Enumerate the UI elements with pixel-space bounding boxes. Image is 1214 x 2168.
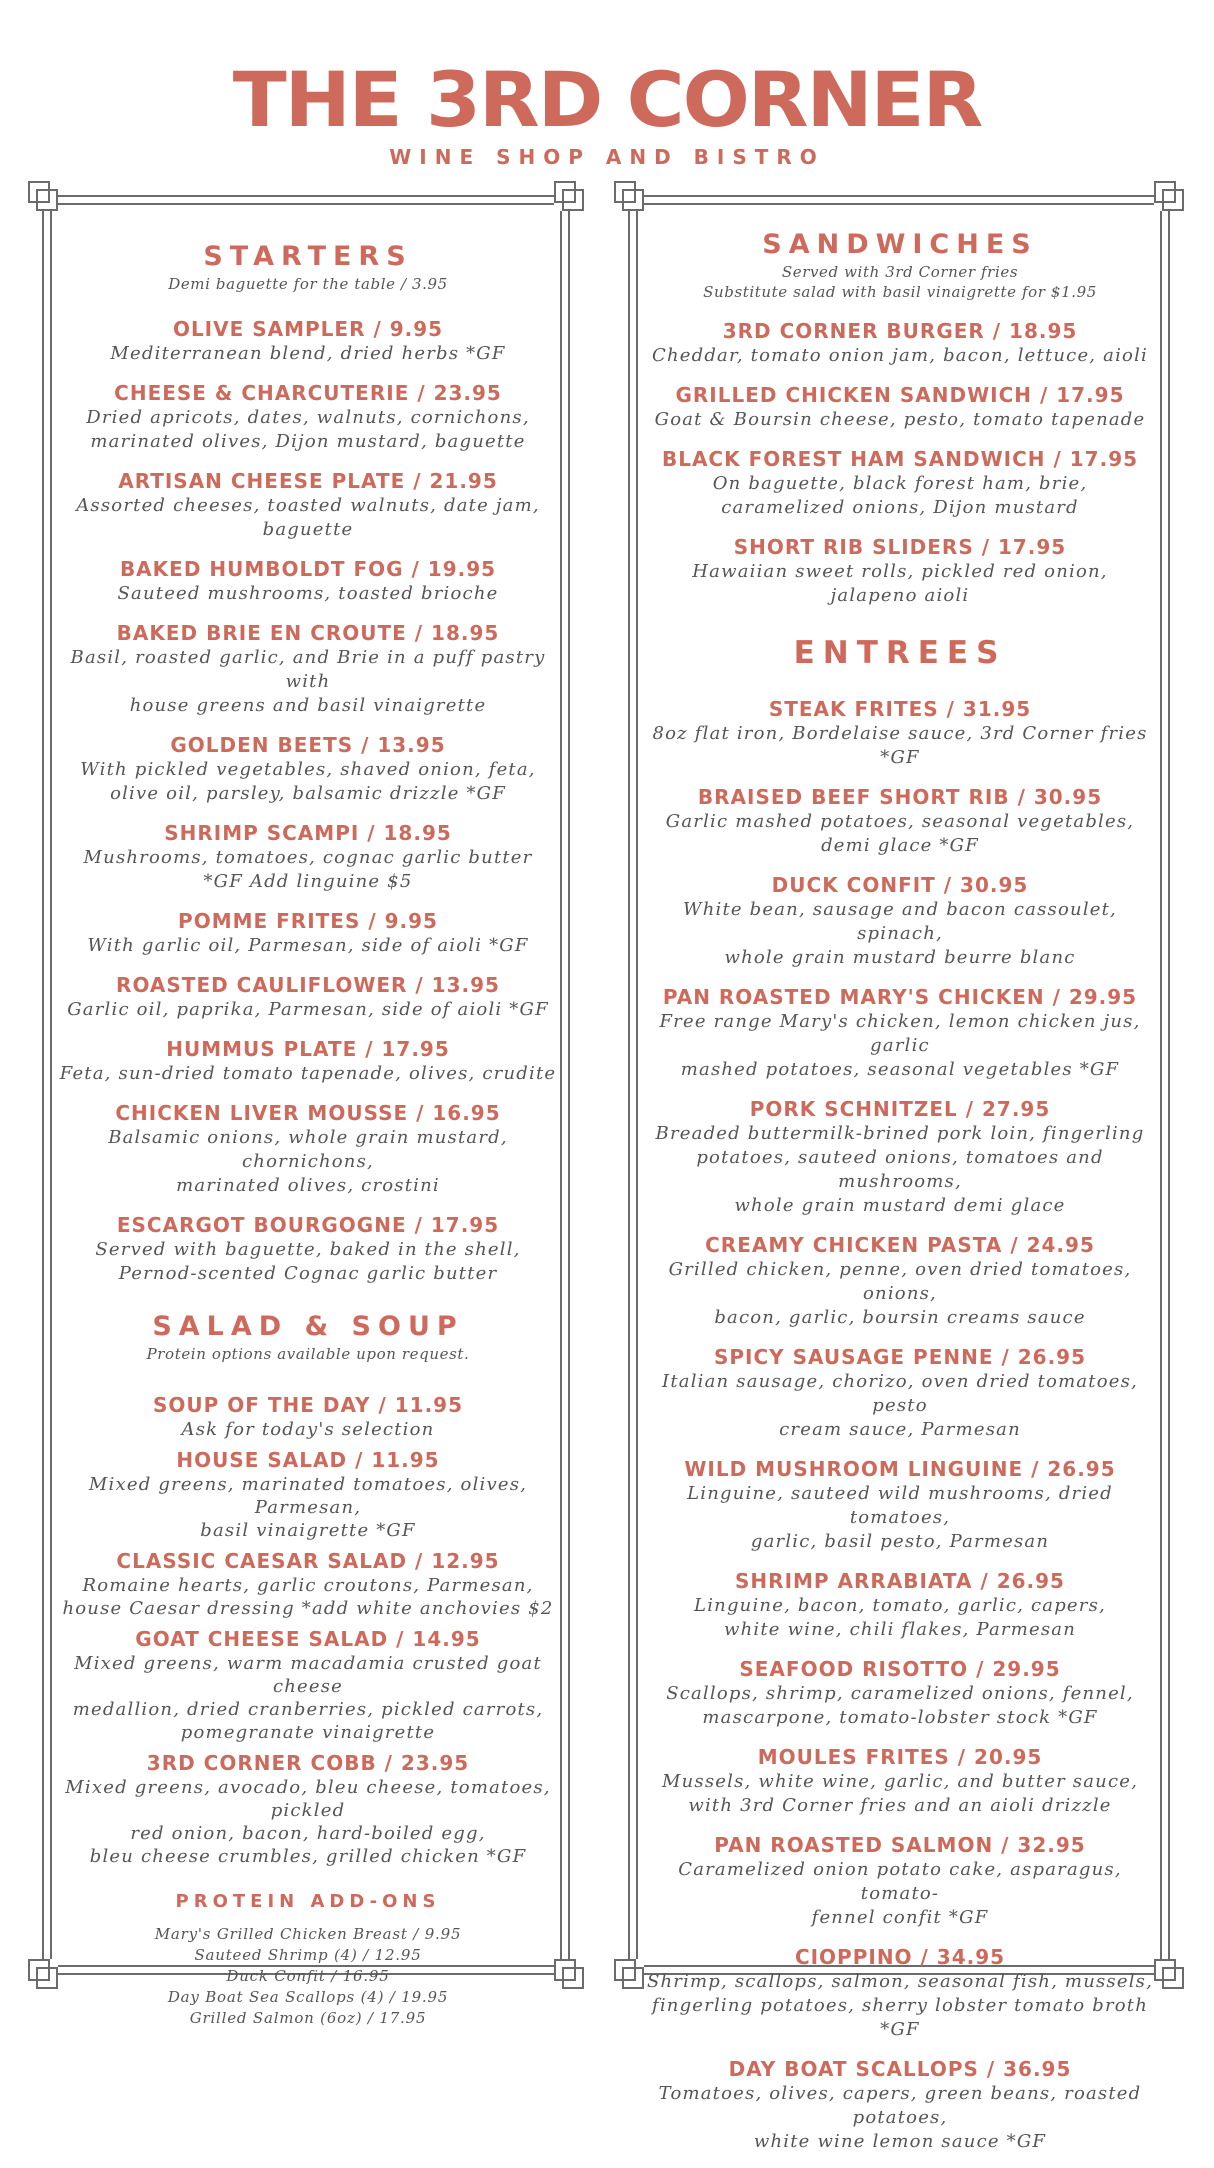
menu-item-name: SPICY SAUSAGE PENNE / 26.95 (713, 1345, 1086, 1369)
menu-item (640, 784, 1160, 858)
menu-header (0, 55, 1214, 169)
menu-item-name: HOUSE SALAD / 11.95 (176, 1448, 440, 1472)
menu-item-description: Caramelized onion potato cake, asparagus, tomato- fennel confit *GF (678, 1859, 1122, 1928)
menu-item (48, 1750, 568, 1868)
menu-item-name: BAKED HUMBOLDT FOG / 19.95 (119, 557, 497, 581)
menu-item-description: Garlic mashed potatoes, seasonal vegetables, demi glace *GF (665, 811, 1135, 856)
frame-corner-ornament (554, 181, 584, 211)
menu-item-name: WILD MUSHROOM LINGUINE / 26.95 (684, 1457, 1116, 1481)
section-title-sandwiches: SANDWICHES (762, 229, 1038, 260)
menu-item-description: Mixed greens, warm macadamia crusted goat cheese medallion, dried cranberries, pickled carrots, pomegranate vinaigrette (72, 1653, 544, 1743)
menu-item-name: BRAISED BEEF SHORT RIB / 30.95 (697, 785, 1103, 809)
starters-list (48, 316, 568, 1286)
menu-item-name: SHRIMP SCAMPI / 18.95 (164, 821, 452, 845)
protein-add-ons-list (48, 1924, 568, 2029)
menu-item (48, 908, 568, 958)
menu-item (48, 1036, 568, 1086)
menu-item-description: Free range Mary's chicken, lemon chicken jus, garlic mashed potatoes, seasonal vegetables *GF (659, 1011, 1141, 1080)
restaurant-title: THE 3RD CORNER (232, 55, 982, 144)
salad-soup-note: Protein options available upon request. (146, 1345, 470, 1363)
menu-item (640, 1232, 1160, 1330)
menu-item (640, 1096, 1160, 1218)
right-column (640, 228, 1160, 2168)
restaurant-subtitle: WINE SHOP AND BISTRO (389, 145, 825, 169)
menu-item-description: With pickled vegetables, shaved onion, feta, olive oil, parsley, balsamic drizzle *GF (80, 759, 536, 804)
protein-add-on-item: Grilled Salmon (6oz) / 17.95 (189, 2009, 427, 2027)
menu-item (48, 1626, 568, 1744)
menu-item-description: Italian sausage, chorizo, oven dried tomatoes, pesto cream sauce, Parmesan (662, 1371, 1138, 1440)
frame-corner-ornament (1154, 181, 1184, 211)
menu-item (640, 2056, 1160, 2154)
sandwiches-list (640, 318, 1160, 608)
menu-item-description: Cheddar, tomato onion jam, bacon, lettuce, aioli (652, 345, 1148, 366)
menu-item-name: CIOPPINO / 34.95 (794, 1945, 1006, 1969)
menu-item (640, 534, 1160, 608)
menu-item-description: Mixed greens, avocado, bleu cheese, tomatoes, pickled red onion, bacon, hard-boiled egg, bleu cheese crumbles, grilled chicken *GF (65, 1777, 551, 1867)
menu-item-description: 8oz flat iron, Bordelaise sauce, 3rd Corner fries *GF (652, 723, 1148, 768)
menu-item-description: Feta, sun-dried tomato tapenade, olives, crudite (59, 1063, 557, 1084)
menu-item (640, 446, 1160, 520)
menu-item-name: BLACK FOREST HAM SANDWICH / 17.95 (661, 447, 1139, 471)
menu-item (640, 1944, 1160, 2042)
menu-item (48, 380, 568, 454)
salad-soup-list (48, 1392, 568, 1868)
menu-item-description: Garlic oil, paprika, Parmesan, side of aioli *GF (67, 999, 549, 1020)
menu-item-name: GRILLED CHICKEN SANDWICH / 17.95 (675, 383, 1125, 407)
menu-item (48, 1447, 568, 1542)
starters-note: Demi baguette for the table / 3.95 (168, 275, 448, 293)
menu-item-name: STEAK FRITES / 31.95 (768, 697, 1032, 721)
menu-item-description: Ask for today's selection (181, 1419, 435, 1440)
menu-item-name: GOLDEN BEETS / 13.95 (170, 733, 446, 757)
menu-item (640, 1568, 1160, 1642)
menu-item-description: Mediterranean blend, dried herbs *GF (110, 343, 506, 364)
menu-item-name: DAY BOAT SCALLOPS / 36.95 (728, 2057, 1072, 2081)
menu-item-description: Scallops, shrimp, caramelized onions, fennel, mascarpone, tomato-lobster stock *GF (666, 1683, 1134, 1728)
menu-item-description: Mussels, white wine, garlic, and butter sauce, with 3rd Corner fries and an aioli drizzle (661, 1771, 1139, 1816)
menu-item (640, 382, 1160, 432)
menu-item (640, 1456, 1160, 1554)
menu-item-description: Tomatoes, olives, capers, green beans, roasted potatoes, white wine lemon sauce *GF (658, 2083, 1142, 2152)
sandwiches-note-salad: Substitute salad with basil vinaigrette for $1.95 (703, 283, 1097, 301)
menu-item-name: PORK SCHNITZEL / 27.95 (749, 1097, 1051, 1121)
menu-item-description: With garlic oil, Parmesan, side of aioli *GF (87, 935, 529, 956)
menu-item-name: POMME FRITES / 9.95 (178, 909, 438, 933)
menu-item (640, 318, 1160, 368)
menu-item (48, 620, 568, 718)
menu-item (48, 972, 568, 1022)
menu-item-name: 3RD CORNER COBB / 23.95 (146, 1751, 470, 1775)
section-title-salad-soup: SALAD & SOUP (152, 1311, 464, 1342)
frame-corner-ornament (28, 181, 58, 211)
menu-item-description: Goat & Boursin cheese, pesto, tomato tapenade (654, 409, 1146, 430)
sandwiches-note-fries: Served with 3rd Corner fries (781, 263, 1019, 281)
menu-item (640, 1656, 1160, 1730)
menu-item-name: SHORT RIB SLIDERS / 17.95 (733, 535, 1067, 559)
frame-corner-ornament (614, 181, 644, 211)
menu-item (640, 872, 1160, 970)
menu-item-description: Linguine, bacon, tomato, garlic, capers, white wine, chili flakes, Parmesan (694, 1595, 1106, 1640)
menu-item (48, 1548, 568, 1620)
menu-item-description: Balsamic onions, whole grain mustard, chornichons, marinated olives, crostini (108, 1127, 508, 1196)
section-title-protein-add-ons: PROTEIN ADD-ONS (175, 1891, 441, 1912)
menu-item (48, 468, 568, 542)
section-title-starters: STARTERS (203, 241, 413, 272)
menu-item-description: Sauteed mushrooms, toasted brioche (117, 583, 499, 604)
menu-item-description: Breaded buttermilk-brined pork loin, fingerling potatoes, sauteed onions, tomatoes and mushrooms, whole grain mustard demi glace (655, 1123, 1145, 1216)
menu-item-name: PAN ROASTED SALMON / 32.95 (714, 1833, 1086, 1857)
menu-item-description: Mixed greens, marinated tomatoes, olives, Parmesan, basil vinaigrette *GF (88, 1474, 528, 1541)
menu-item (48, 1392, 568, 1441)
left-column (48, 240, 568, 2029)
menu-item (48, 316, 568, 366)
menu-item (48, 820, 568, 894)
menu-item-name: DUCK CONFIT / 30.95 (771, 873, 1029, 897)
menu-item (48, 732, 568, 806)
menu-item-name: GOAT CHEESE SALAD / 14.95 (135, 1627, 481, 1651)
menu-item-description: White bean, sausage and bacon cassoulet, spinach, whole grain mustard beurre blanc (683, 899, 1117, 968)
menu-item-name: 3RD CORNER BURGER / 18.95 (722, 319, 1078, 343)
menu-item (640, 696, 1160, 770)
menu-item-name: SOUP OF THE DAY / 11.95 (152, 1393, 464, 1417)
menu-item-name: ARTISAN CHEESE PLATE / 21.95 (118, 469, 498, 493)
menu-item-description: Basil, roasted garlic, and Brie in a puff pastry with house greens and basil vinaigrette (70, 647, 546, 716)
section-title-entrees: ENTREES (793, 635, 1007, 671)
menu-item-name: CHICKEN LIVER MOUSSE / 16.95 (115, 1101, 501, 1125)
protein-add-on-item: Mary's Grilled Chicken Breast / 9.95 (154, 1925, 462, 1943)
menu-item-description: Linguine, sauteed wild mushrooms, dried tomatoes, garlic, basil pesto, Parmesan (687, 1483, 1113, 1552)
menu-item-name: PAN ROASTED MARY'S CHICKEN / 29.95 (662, 985, 1138, 1009)
menu-item-name: OLIVE SAMPLER / 9.95 (172, 317, 444, 341)
menu-item-description: Assorted cheeses, toasted walnuts, date jam, baguette (76, 495, 540, 540)
protein-add-on-item: Sauteed Shrimp (4) / 12.95 (194, 1946, 422, 1964)
menu-item-name: ESCARGOT BOURGOGNE / 17.95 (116, 1213, 500, 1237)
menu-item-name: ROASTED CAULIFLOWER / 13.95 (116, 973, 500, 997)
menu-item-description: Mushrooms, tomatoes, cognac garlic butter *GF Add linguine $5 (83, 847, 533, 892)
menu-item (640, 1344, 1160, 1442)
menu-item (640, 1832, 1160, 1930)
menu-item (48, 1212, 568, 1286)
menu-item (640, 1744, 1160, 1818)
menu-item-name: SHRIMP ARRABIATA / 26.95 (735, 1569, 1065, 1593)
menu-item-description: Hawaiian sweet rolls, pickled red onion, jalapeno aioli (692, 561, 1108, 606)
menu-item-name: CHEESE & CHARCUTERIE / 23.95 (114, 381, 502, 405)
menu-item-description: Dried apricots, dates, walnuts, cornichons, marinated olives, Dijon mustard, baguette (86, 407, 530, 452)
menu-item (48, 556, 568, 606)
menu-item-description: Romaine hearts, garlic croutons, Parmesan, house Caesar dressing *add white anchovies $2 (62, 1575, 554, 1619)
menu-item-description: Served with baguette, baked in the shell, Pernod-scented Cognac garlic butter (95, 1239, 521, 1284)
menu-item-description: Shrimp, scallops, salmon, seasonal fish, mussels, fingerling potatoes, sherry lobster tomato broth *GF (646, 1971, 1154, 2040)
menu-item-name: MOULES FRITES / 20.95 (757, 1745, 1043, 1769)
menu-item-description: On baguette, black forest ham, brie, caramelized onions, Dijon mustard (712, 473, 1088, 518)
menu-item-name: BAKED BRIE EN CROUTE / 18.95 (116, 621, 500, 645)
menu-item (640, 984, 1160, 1082)
menu-item (48, 1100, 568, 1198)
menu-item-description: Grilled chicken, penne, oven dried tomatoes, onions, bacon, garlic, boursin creams sauce (668, 1259, 1132, 1328)
menu-item-name: CREAMY CHICKEN PASTA / 24.95 (705, 1233, 1095, 1257)
menu-item-name: CLASSIC CAESAR SALAD / 12.95 (116, 1549, 500, 1573)
menu-item-name: HUMMUS PLATE / 17.95 (166, 1037, 450, 1061)
menu-item-name: SEAFOOD RISOTTO / 29.95 (739, 1657, 1061, 1681)
protein-add-on-item: Duck Confit / 16.95 (226, 1967, 390, 1985)
protein-add-on-item: Day Boat Sea Scallops (4) / 19.95 (167, 1988, 449, 2006)
entrees-list (640, 696, 1160, 2154)
